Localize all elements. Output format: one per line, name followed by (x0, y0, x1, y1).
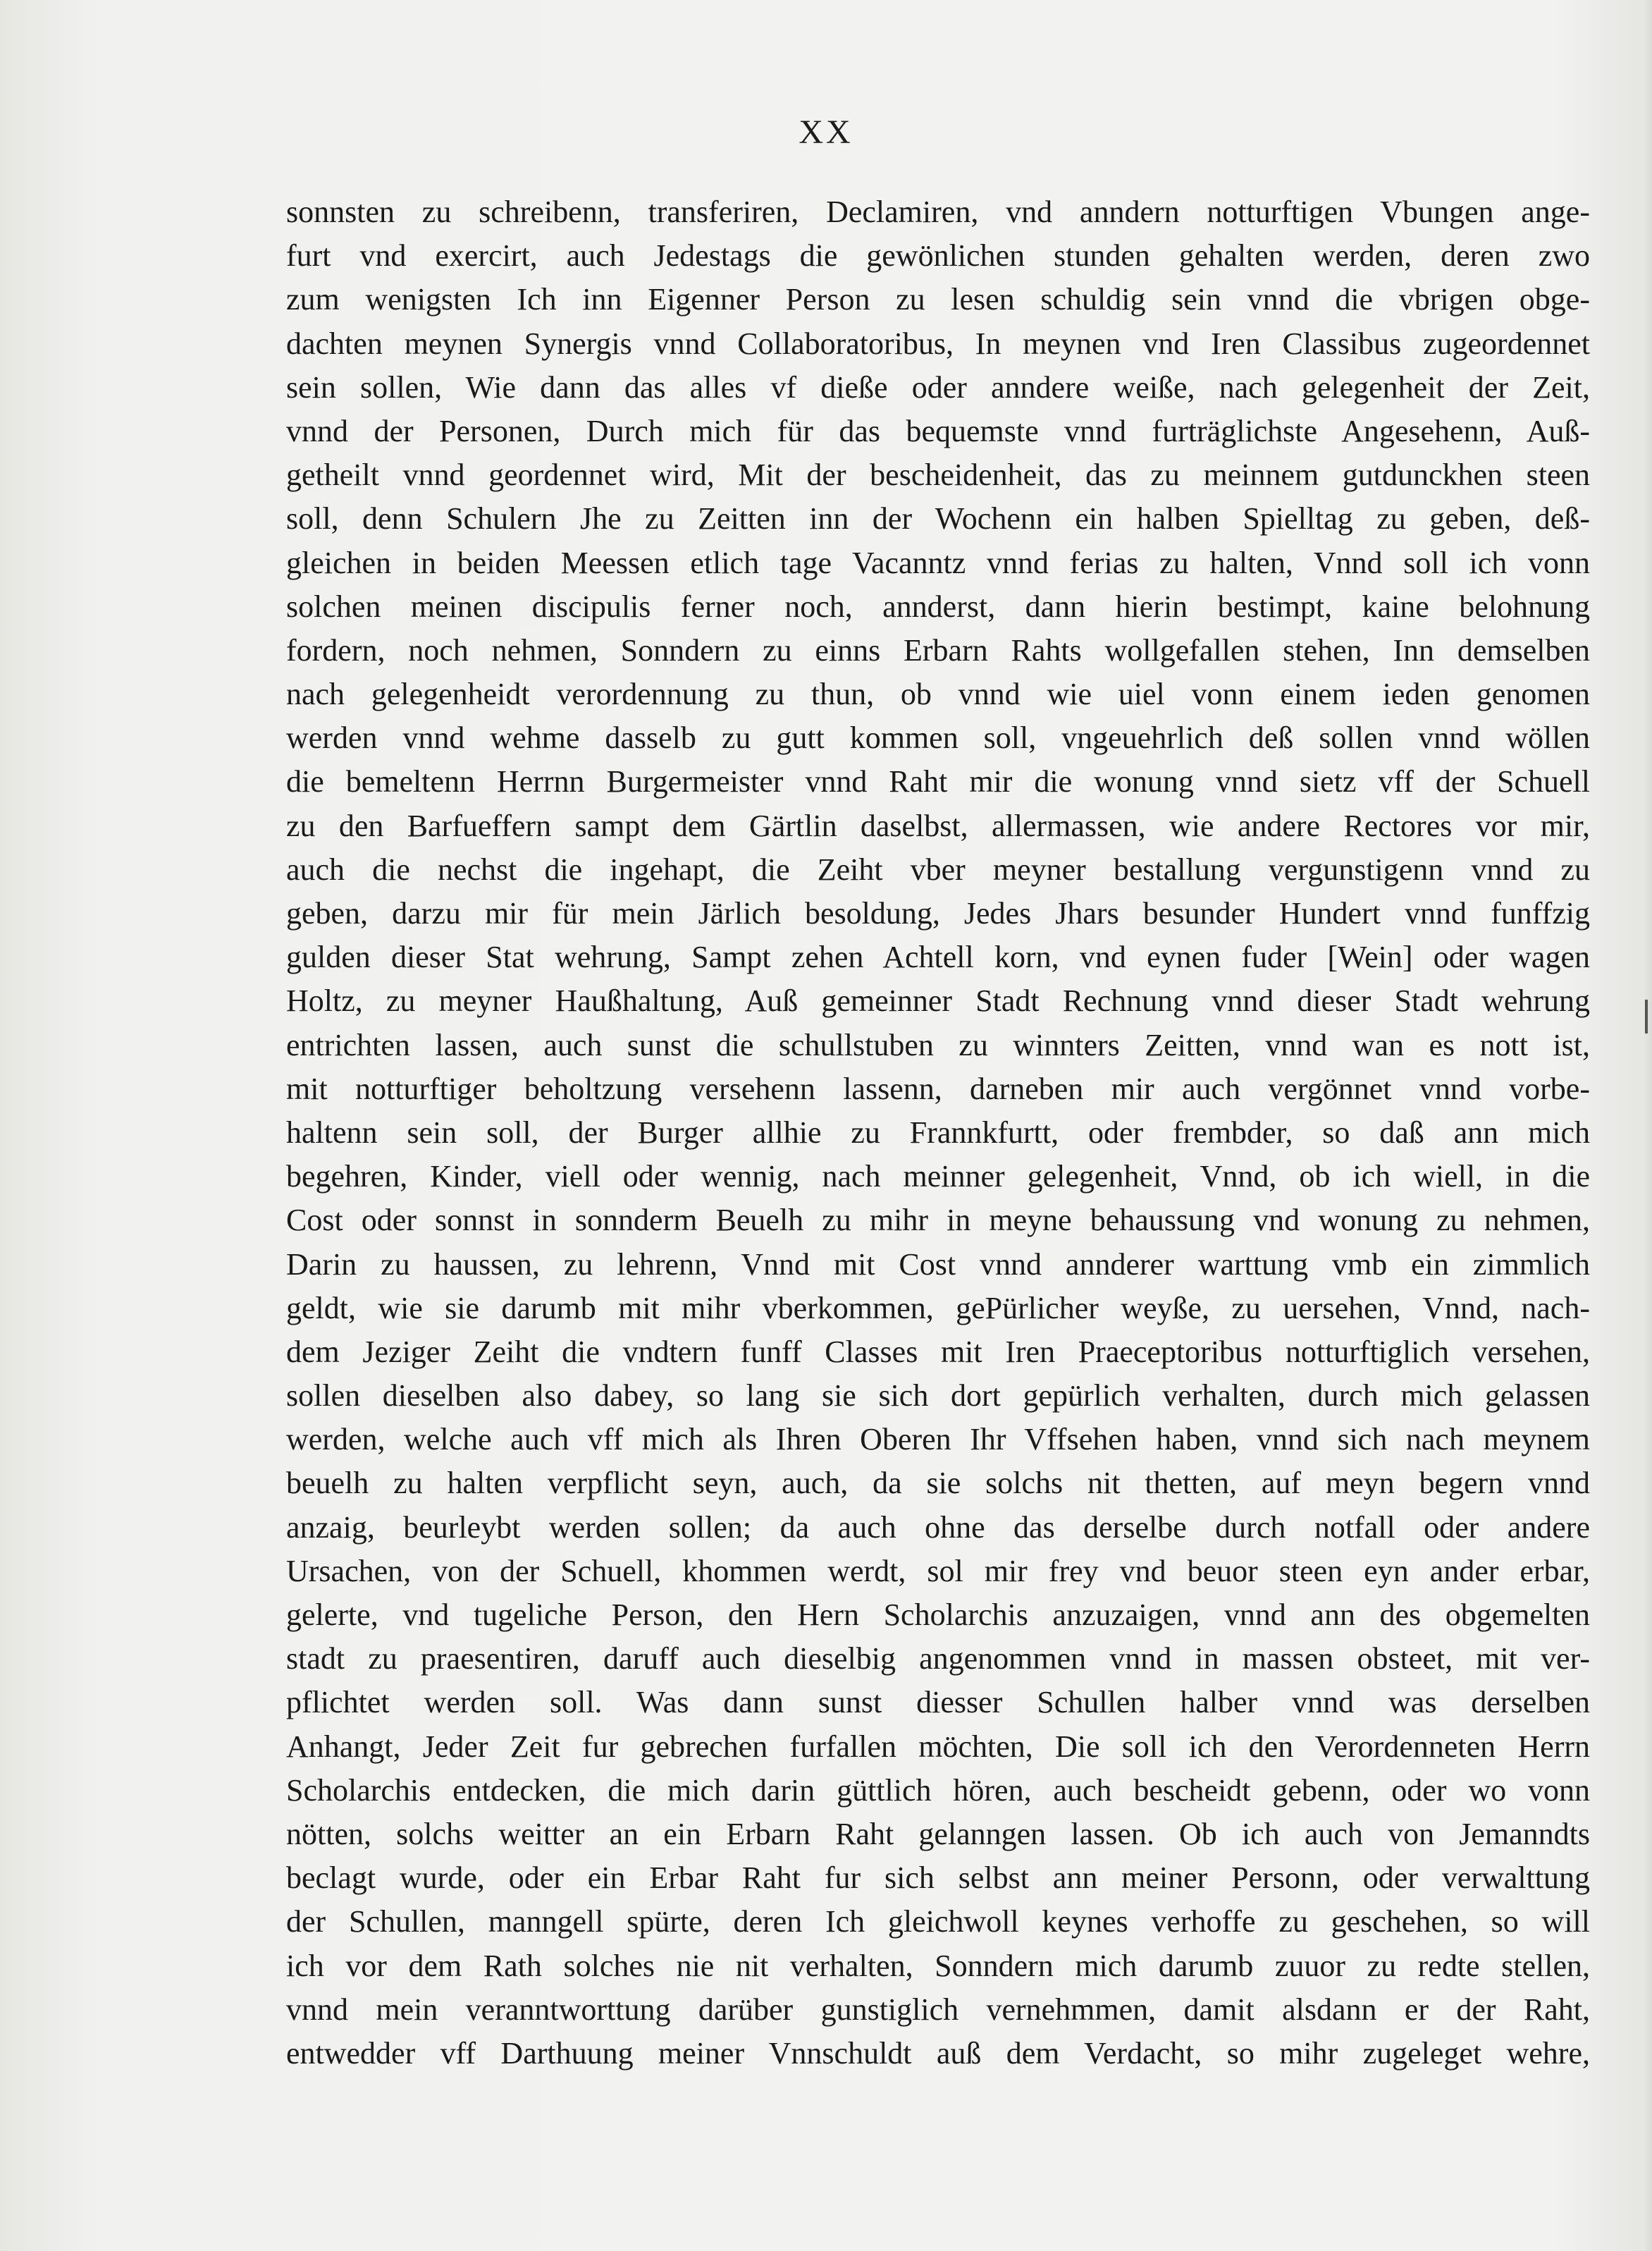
text-line: begehren, Kinder, viell oder wennig, nach meinner gelegenheit, Vnnd, ob ich wiell, in die (286, 1159, 1590, 1194)
text-line: werden, welche auch vff mich als Ihren Oberen Ihr Vffsehen haben, vnnd sich nach meynem (286, 1422, 1590, 1457)
text-line: gulden dieser Stat wehrung, Sampt zehen Achtell korn, vnd eynen fuder [Wein] oder wagen (286, 940, 1590, 975)
body-text (286, 190, 1590, 2075)
text-line: dem Jeziger Zeiht die vndtern funff Classes mit Iren Praeceptoribus notturftiglich versehen, (286, 1334, 1590, 1369)
text-line: nötten, solchs weitter an ein Erbarn Raht gelanngen lassen. Ob ich auch von Jemanndts (286, 1816, 1590, 1851)
text-line: vnnd mein veranntworttung darüber gunstiglich vernehmmen, damit alsdann er der Raht, (286, 1992, 1590, 2027)
text-line: fordern, noch nehmen, Sonndern zu einns Erbarn Rahts wollgefallen stehen, Inn demselben (286, 632, 1590, 668)
text-line: ich vor dem Rath solches nie nit verhalten, Sonndern mich darumb zuuor zu redte stellen, (286, 1948, 1590, 1983)
text-line: vnnd der Personen, Durch mich für das bequemste vnnd furträglichste Angesehenn, Auß- (286, 413, 1590, 448)
text-line: beclagt wurde, oder ein Erbar Raht fur sich selbst ann meiner Personn, oder verwalttung (286, 1860, 1590, 1896)
text-line: entwedder vff Darthuung meiner Vnnschuldt auß dem Verdacht, so mihr zugeleget wehre, (286, 2035, 1590, 2071)
text-line: sollen dieselben also dabey, so lang sie sich dort gepürlich verhalten, durch mich gelassen (286, 1378, 1590, 1413)
text-line: geldt, wie sie darumb mit mihr vberkommen, gePürlicher weyße, zu uersehen, Vnnd, nach- (286, 1290, 1590, 1325)
text-line: pflichtet werden soll. Was dann sunst diesser Schullen halber vnnd was derselben (286, 1685, 1590, 1720)
text-line: sonnsten zu schreibenn, transferiren, Declamiren, vnd anndern notturftigen Vbungen ange- (286, 195, 1590, 229)
text-line: Darin zu haussen, zu lehrenn, Vnnd mit Cost vnnd annderer warttung vmb ein zimmlich (286, 1246, 1590, 1282)
text-line: die bemeltenn Herrnn Burgermeister vnnd Raht mir die wonung vnnd sietz vff der Schuell (286, 764, 1590, 799)
page-number: XX (799, 114, 853, 151)
text-line: Anhangt, Jeder Zeit fur gebrechen furfallen möchten, Die soll ich den Verordenneten Herrn (286, 1729, 1590, 1764)
text-line: der Schullen, manngell spürte, deren Ich gleichwoll keynes verhoffe zu geschehen, so will (286, 1904, 1590, 1939)
text-line: gleichen in beiden Meessen etlich tage Vacanntz vnnd ferias zu halten, Vnnd soll ich vonn (286, 545, 1590, 580)
text-line: sein sollen, Wie dann das alles vf dieße oder anndere weiße, nach gelegenheit der Zeit, (286, 369, 1590, 405)
text-line: haltenn sein soll, der Burger allhie zu Frannkfurtt, oder frembder, so daß ann mich (286, 1115, 1590, 1150)
text-line: mit notturftiger beholtzung versehenn lassenn, darneben mir auch vergönnet vnnd vorbe- (286, 1071, 1590, 1106)
text-line: getheilt vnnd geordennet wird, Mit der bescheidenheit, das zu meinnem gutdunckhen steen (286, 458, 1590, 493)
text-line: Cost oder sonnst in sonnderm Beuelh zu mihr in meyne behaussung vnd wonung zu nehmen, (286, 1203, 1590, 1238)
text-line: stadt zu praesentiren, daruff auch dieselbig angenommen vnnd in massen obsteet, mit ver- (286, 1641, 1590, 1676)
text-line: furt vnd exercirt, auch Jedestags die gewönlichen stunden gehalten werden, deren zwo (286, 238, 1590, 274)
text-line: beuelh zu halten verpflicht seyn, auch, da sie solchs nit thetten, auf meyn begern vnnd (286, 1466, 1590, 1501)
text-line: gelerte, vnd tugeliche Person, den Hern Scholarchis anzuzaigen, vnnd ann des obgemelten (286, 1597, 1590, 1632)
text-line: zu den Barfueffern sampt dem Gärtlin daselbst, allermassen, wie andere Rectores vor mir, (286, 808, 1590, 843)
text-line: soll, denn Schulern Jhe zu Zeitten inn der Wochenn ein halben Spielltag zu geben, deß- (286, 501, 1590, 536)
text-line: dachten meynen Synergis vnnd Collaboratoribus, In meynen vnd Iren Classibus zugeordennet (286, 326, 1590, 361)
text-line: entrichten lassen, auch sunst die schullstuben zu winnters Zeitten, vnnd wan es nott ist, (286, 1027, 1590, 1062)
text-line: Scholarchis entdecken, die mich darin güttlich hören, auch bescheidt gebenn, oder wo vonn (286, 1772, 1590, 1808)
text-line: auch die nechst die ingehapt, die Zeiht vber meyner bestallung vergunstigenn vnnd zu (286, 852, 1590, 887)
text-line: nach gelegenheidt verordennung zu thun, ob vnnd wie uiel vonn einem ieden genomen (286, 677, 1590, 712)
scan-mark (1645, 1000, 1648, 1034)
text-line: werden vnnd wehme dasselb zu gutt kommen soll, vngeuehrlich deß sollen vnnd wöllen (286, 720, 1590, 756)
text-line: Ursachen, von der Schuell, khommen werdt, sol mir frey vnd beuor steen eyn ander erbar, (286, 1553, 1590, 1588)
text-line: Holtz, zu meyner Haußhaltung, Auß gemeinner Stadt Rechnung vnnd dieser Stadt wehrung (286, 983, 1590, 1019)
text-line: zum wenigsten Ich inn Eigenner Person zu lesen schuldig sein vnnd die vbrigen obge- (286, 282, 1590, 317)
text-line: solchen meinen discipulis ferner noch, annderst, dann hierin bestimpt, kaine belohnung (286, 589, 1590, 624)
scan-edge (1642, 0, 1652, 2251)
text-line: geben, darzu mir für mein Järlich besoldung, Jedes Jhars besunder Hundert vnnd funffzig (286, 896, 1590, 931)
text-line: anzaig, beurleybt werden sollen; da auch ohne das derselbe durch notfall oder andere (286, 1509, 1590, 1545)
